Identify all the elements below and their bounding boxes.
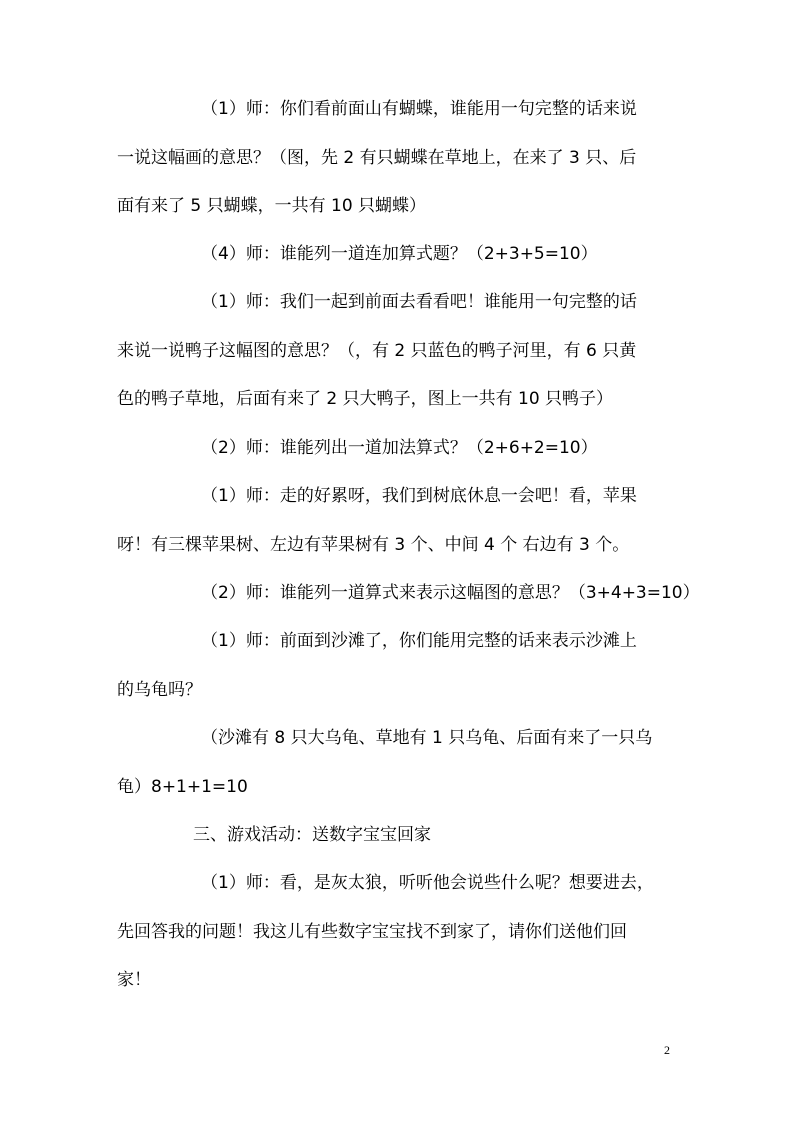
page-number: 2 <box>664 1043 670 1057</box>
paragraph-butterfly-equation <box>117 230 682 279</box>
text-line: 呀！有三棵苹果树、左边有苹果树有 3 个、中间 4 个 右边有 3 个。 <box>117 534 630 555</box>
section-heading: 三、游戏活动：送数字宝宝回家 <box>193 825 431 845</box>
text-line: 面有来了 5 只蝴蝶，一共有 10 只蝴蝶） <box>117 196 427 216</box>
text-line: （2）师：谁能列出一道加法算式？（2+6+2=10） <box>201 438 598 458</box>
paragraph-ducks <box>117 278 682 424</box>
paragraph-apples <box>117 472 682 569</box>
paragraph-turtles-answer <box>117 714 682 811</box>
paragraph-apples-equation <box>117 569 700 618</box>
text-line: （1）师：我们一起到前面去看看吧！谁能用一句完整的话 <box>201 292 637 312</box>
text-line: 龟）8+1+1=10 <box>117 776 248 797</box>
text-line: 来说一说鸭子这幅图的意思？（，有 2 只蓝色的鸭子河里，有 6 只黄 <box>117 340 637 361</box>
text-line: 家！ <box>117 970 151 990</box>
text-line: 先回答我的问题！我这儿有些数字宝宝找不到家了，请你们送他们回 <box>117 921 627 942</box>
text-line: （1）师：走的好累呀，我们到树底休息一会吧！看，苹果 <box>201 486 637 506</box>
paragraph-ducks-equation <box>117 424 682 473</box>
paragraph-butterfly <box>117 85 682 231</box>
text-line: （4）师：谁能列一道连加算式题？（2+3+5=10） <box>201 244 598 264</box>
text-line: （1）师：看，是灰太狼，听听他会说些什么呢？想要进去， <box>201 873 654 893</box>
text-line: 的乌龟吗？ <box>117 679 202 700</box>
text-line: 色的鸭子草地，后面有来了 2 只大鸭子，图上一共有 10 只鸭子） <box>117 389 614 409</box>
section-heading-game <box>117 811 682 860</box>
text-line: 一说这幅画的意思？（图，先 2 有只蝴蝶在草地上，在来了 3 只、后 <box>117 147 637 168</box>
text-line: （沙滩有 8 只大乌龟、草地有 1 只乌龟、后面有来了一只乌 <box>201 728 653 748</box>
text-line: （1）师：前面到沙滩了，你们能用完整的话来表示沙滩上 <box>201 631 637 651</box>
paragraph-wolf <box>117 859 682 1005</box>
text-line: （1）师：你们看前面山有蝴蝶，谁能用一句完整的话来说 <box>201 99 637 119</box>
paragraph-turtles <box>117 617 682 714</box>
text-line: （2）师：谁能列一道算式来表示这幅图的意思？（3+4+3=10） <box>201 583 700 603</box>
